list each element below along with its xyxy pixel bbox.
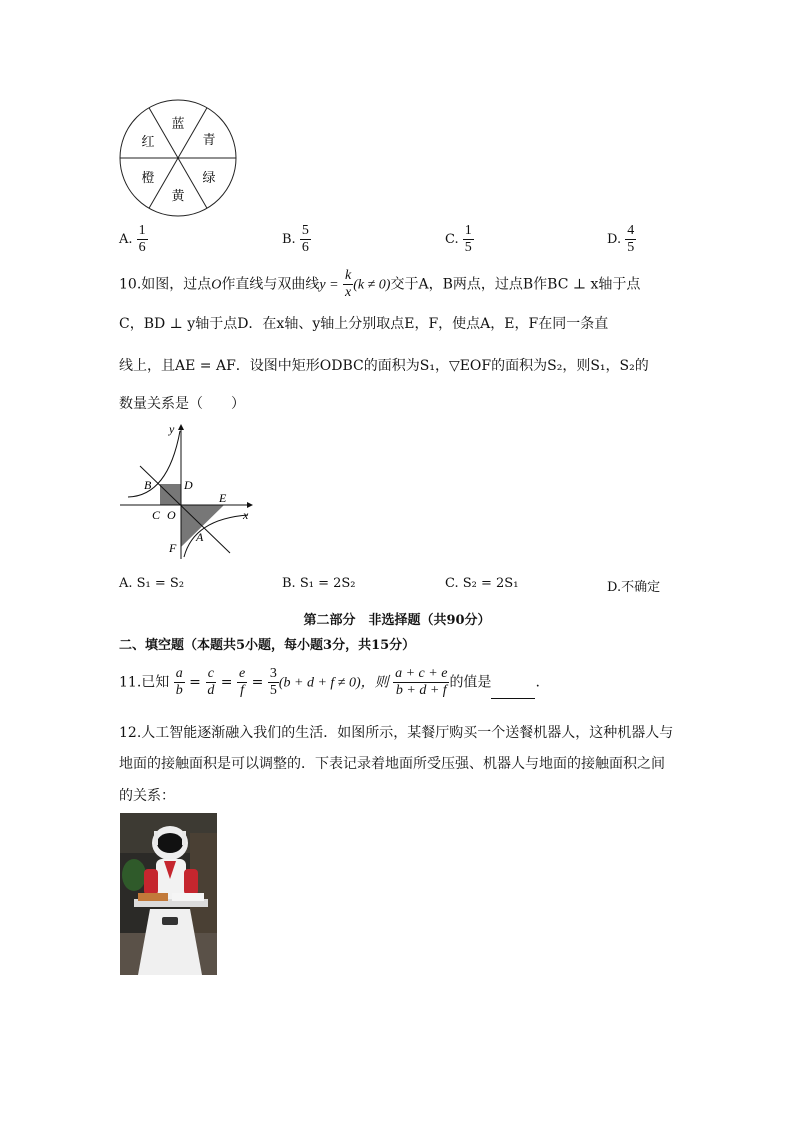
fraction-num: e: [239, 666, 246, 681]
q11-end: .: [535, 674, 540, 691]
wheel-sector-blue: 蓝: [171, 117, 185, 132]
hyperbola-graph: [118, 421, 258, 561]
q10-line-2: C，BD ⊥ y轴于点D．在x轴、y轴上分别取点E，F，使点A，E，F在同一条直: [119, 316, 609, 332]
fraction: [463, 223, 474, 256]
q9-option-b[interactable]: [282, 223, 311, 256]
answer-blank[interactable]: [491, 684, 535, 699]
wheel-sector-yellow: 黄: [171, 189, 185, 204]
q10-option-b[interactable]: B. S₁ = 2S₂: [282, 576, 356, 591]
fraction-den: x: [345, 285, 352, 300]
rectangle-odbc: [160, 484, 181, 505]
fraction-e-f: [237, 666, 247, 699]
q10-text: A，B两点，过点B作BC ⊥ x轴于点: [418, 276, 641, 293]
fraction-num: a: [175, 666, 183, 681]
fraction-num: 4: [627, 223, 635, 238]
label-f: F: [169, 541, 177, 555]
q9-option-c[interactable]: [445, 223, 474, 256]
fraction-num: c: [207, 666, 214, 681]
option-label: B.: [282, 232, 296, 247]
fraction-den: b: [175, 683, 183, 698]
robot-photo: [120, 813, 217, 975]
label-y: y: [169, 422, 175, 436]
wheel-sector-cyan: 青: [202, 133, 216, 148]
fraction-a-b: [174, 666, 185, 699]
point-o: O: [211, 277, 222, 293]
fraction-num: k: [345, 268, 352, 283]
fraction: [300, 223, 311, 256]
fraction-den: 5: [627, 240, 635, 255]
label-e: E: [219, 491, 227, 505]
label-d: D: [184, 478, 193, 492]
option-label: A.: [119, 232, 133, 247]
label-b: B: [144, 478, 152, 492]
q10-text: 交于: [390, 276, 419, 293]
q10-option-d[interactable]: D.不确定: [607, 580, 661, 595]
fraction-num: 3: [269, 666, 277, 681]
fraction-num: 1: [464, 223, 472, 238]
q11-line: 11.已知 $\frac{a}{b}$ = $\frac{c}{d}$ = $\frac{e}{f}$ = $\frac{3}{5}$ (b + d + f ≠ 0)，则 $\frac{a + c + e}{b + d + f}$ 的值是 .: [119, 666, 540, 698]
q12-line-1: 12.人工智能逐渐融入我们的生活．如图所示，某餐厅购买一个送餐机器人，这种机器人与: [119, 725, 674, 741]
fraction-den: b + d + f: [395, 683, 447, 698]
part-two-title: 第二部分 非选择题（共90分）: [303, 613, 491, 628]
q10-text: 10.如图，过点: [119, 276, 212, 293]
q10-option-c[interactable]: C. S₂ = 2S₁: [445, 576, 519, 591]
fraction-den: d: [207, 683, 215, 698]
fraction-sum: [393, 666, 449, 699]
fraction-num: 1: [138, 223, 146, 238]
q10-text: 作直线与双曲线: [221, 276, 320, 293]
q12-line-2: 地面的接触面积是可以调整的．下表记录着地面所受压强、机器人与地面的接触面积之间: [119, 756, 665, 772]
fraction-den: 5: [269, 683, 277, 698]
fraction-c-d: [205, 666, 216, 699]
fraction: [137, 223, 148, 256]
hyperbola-fraction: [343, 268, 353, 301]
fraction-den: 6: [301, 240, 309, 255]
q12-line-3: 的关系：: [119, 788, 175, 804]
label-x: x: [243, 508, 249, 522]
fraction-den: f: [240, 683, 245, 698]
option-label: C.: [445, 232, 459, 247]
q9-option-a[interactable]: [119, 223, 148, 256]
fraction-den: 5: [464, 240, 472, 255]
q10-line-3: 线上，且AE = AF．设图中矩形ODBC的面积为S₁，▽EOF的面积为S₂，则S₁，S₂的: [119, 358, 649, 374]
label-a: A: [196, 530, 204, 544]
q11-prefix: 11.已知: [119, 674, 170, 691]
q10-line-4: 数量关系是（ ）: [119, 396, 245, 412]
hyperbola-y: y =: [319, 277, 339, 293]
fraction-num: a + c + e: [395, 666, 448, 681]
fraction-3-5: [268, 666, 279, 699]
q11-condition: (b + d + f ≠ 0)，则: [278, 675, 389, 691]
option-label: D.: [607, 232, 622, 247]
color-wheel: [118, 98, 238, 218]
fraction-num: 5: [301, 223, 309, 238]
q9-option-d[interactable]: [607, 223, 636, 256]
fraction: [625, 223, 636, 256]
wheel-sector-green: 绿: [202, 171, 216, 186]
q10-option-a[interactable]: A. S₁ = S₂: [119, 576, 185, 591]
hyperbola-condition: (k ≠ 0): [353, 277, 391, 293]
wheel-sector-red: 红: [141, 135, 155, 150]
q10-line-1: [119, 268, 640, 301]
fraction-den: 6: [138, 240, 146, 255]
label-o: O: [167, 508, 176, 522]
label-c: C: [152, 508, 161, 522]
section-two-title: 二、填空题（本题共5小题，每小题3分，共15分）: [119, 638, 416, 653]
wheel-sector-orange: 橙: [141, 171, 155, 186]
q11-suffix: 的值是: [449, 674, 492, 691]
